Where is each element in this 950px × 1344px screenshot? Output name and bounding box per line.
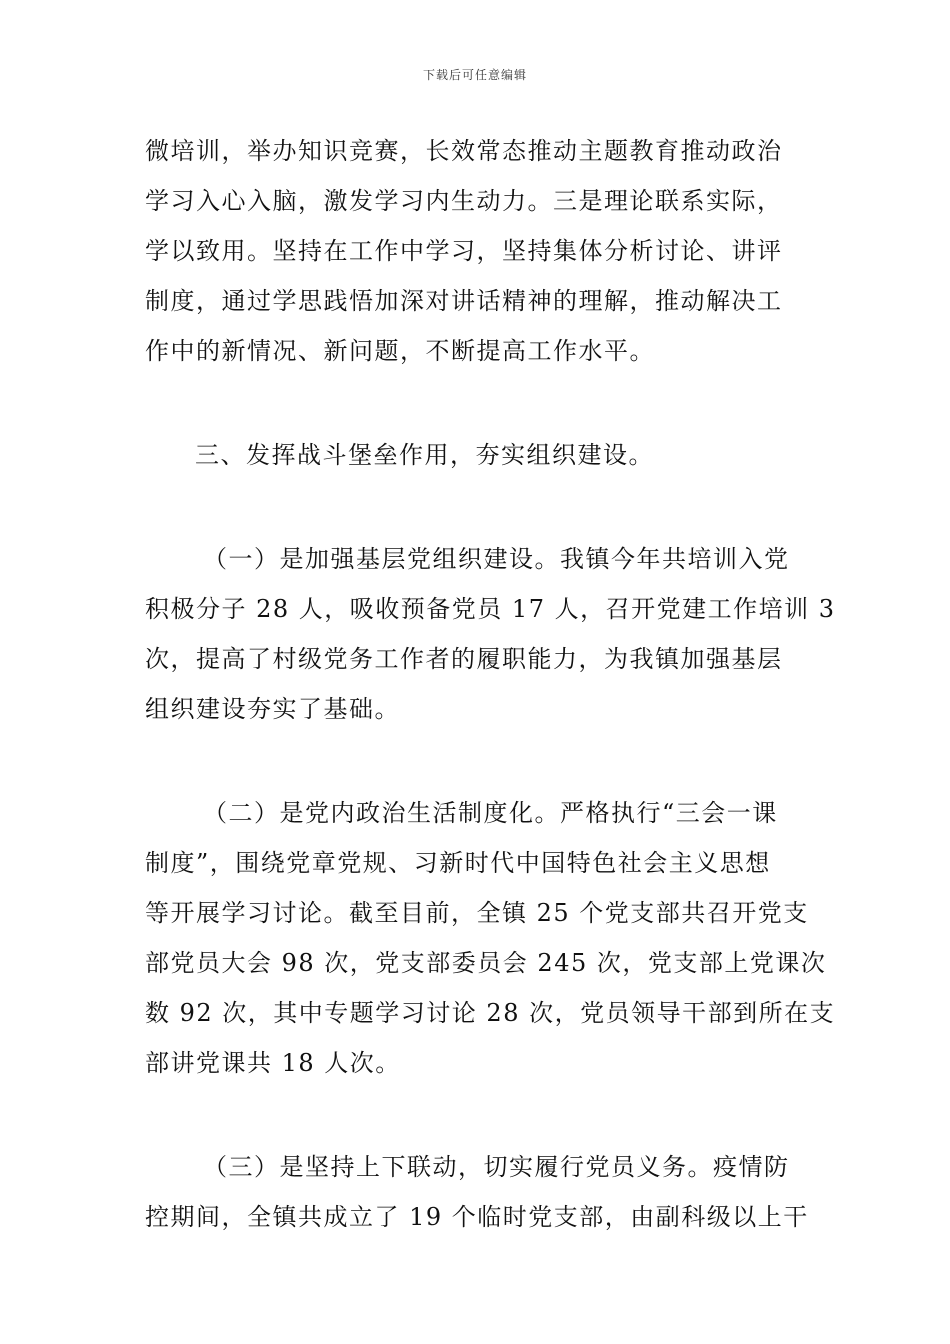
text-line: （三）是坚持上下联动，切实履行党员义务。疫情防 xyxy=(203,1153,790,1181)
text-line: 次，提高了村级党务工作者的履职能力，为我镇加强基层 xyxy=(145,645,783,673)
text-line: 作中的新情况、新问题，不断提高工作水平。 xyxy=(145,337,655,365)
document-body xyxy=(145,126,836,1242)
section-heading xyxy=(145,430,805,480)
paragraph-gap xyxy=(145,1088,805,1142)
text-line: 数 92 次，其中专题学习讨论 28 次，党员领导干部到所在支 xyxy=(145,999,836,1027)
paragraph-item-3 xyxy=(145,1142,809,1242)
text-line: （一）是加强基层党组织建设。我镇今年共培训入党 xyxy=(203,545,790,573)
text-line: 控期间，全镇共成立了 19 个临时党支部，由副科级以上干 xyxy=(145,1203,809,1231)
paragraph-gap xyxy=(145,480,805,534)
text-line: 三、发挥战斗堡垒作用，夯实组织建设。 xyxy=(195,441,654,469)
text-line: 学习入心入脑，激发学习内生动力。三是理论联系实际， xyxy=(145,187,783,215)
text-line: 微培训，举办知识竞赛，长效常态推动主题教育推动政治 xyxy=(145,137,783,165)
paragraph-continuation xyxy=(145,126,805,376)
text-line: 部讲党课共 18 人次。 xyxy=(145,1049,401,1077)
text-line: 组织建设夯实了基础。 xyxy=(145,695,400,723)
text-line: 等开展学习讨论。截至目前，全镇 25 个党支部共召开党支 xyxy=(145,899,809,927)
header-note: 下载后可任意编辑 xyxy=(422,68,527,82)
paragraph-item-2 xyxy=(145,788,836,1088)
text-line: 制度”，围绕党章党规、习新时代中国特色社会主义思想 xyxy=(145,849,771,877)
text-line: （二）是党内政治生活制度化。严格执行“三会一课 xyxy=(203,799,778,827)
text-line: 部党员大会 98 次，党支部委员会 245 次，党支部上党课次 xyxy=(145,949,827,977)
paragraph-gap xyxy=(145,734,805,788)
paragraph-gap xyxy=(145,376,805,430)
paragraph-item-1 xyxy=(145,534,836,734)
text-line: 制度，通过学思践悟加深对讲话精神的理解，推动解决工 xyxy=(145,287,783,315)
text-line: 积极分子 28 人，吸收预备党员 17 人，召开党建工作培训 3 xyxy=(145,595,836,623)
text-line: 学以致用。坚持在工作中学习，坚持集体分析讨论、讲评 xyxy=(145,237,783,265)
